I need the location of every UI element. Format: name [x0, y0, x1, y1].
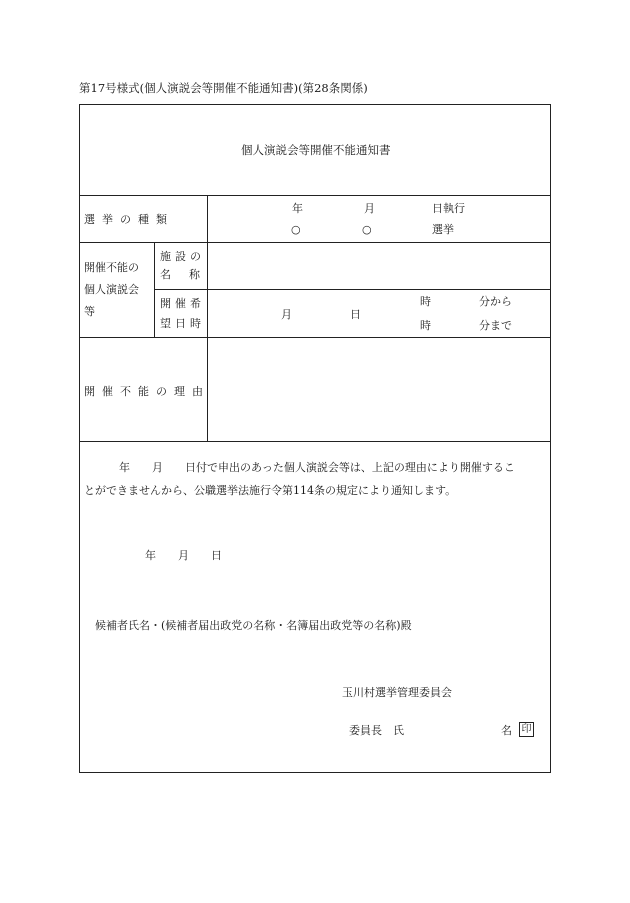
form-table — [79, 104, 551, 773]
meeting-until: 分まで — [479, 319, 512, 332]
meeting-day: 日 — [350, 308, 361, 321]
election-circle-1: ○ — [291, 223, 301, 236]
election-month: 月 — [364, 202, 375, 215]
seal-stamp: 印 — [519, 722, 534, 737]
election-suffix: 選挙 — [432, 223, 454, 236]
date-label-line2: 望日時 — [160, 317, 205, 330]
divider — [79, 195, 551, 196]
divider — [154, 289, 551, 290]
facility-label-line2: 名称 — [160, 268, 218, 281]
chair-title: 委員長 氏 — [349, 724, 404, 737]
meeting-hour-from: 時 — [420, 295, 431, 308]
divider — [79, 337, 551, 338]
divider — [154, 242, 155, 337]
election-day-exec: 日執行 — [432, 202, 465, 215]
reason-label: 開催不能の理由 — [84, 385, 210, 398]
body-line-2: とができませんから、公職選挙法施行令第114条の規定により通知します。 — [84, 484, 457, 497]
election-circle-2: ○ — [362, 223, 372, 236]
meeting-hour-until: 時 — [420, 319, 431, 332]
divider — [79, 441, 551, 442]
meeting-label-line1: 開催不能の — [84, 261, 139, 274]
issue-date: 年 月 日 — [145, 549, 222, 562]
committee-name: 玉川村選挙管理委員会 — [342, 686, 452, 699]
divider — [79, 242, 551, 243]
document-title: 個人演説会等開催不能通知書 — [241, 143, 391, 157]
election-year: 年 — [292, 202, 303, 215]
facility-label-line1: 施設の — [160, 250, 205, 263]
divider — [207, 195, 208, 441]
meeting-month: 月 — [281, 308, 292, 321]
election-type-label: 選挙の種類 — [84, 213, 174, 226]
name-char: 名 — [501, 724, 512, 737]
addressee: 候補者氏名・(候補者届出政党の名称・名簿届出政党等の名称)殿 — [95, 619, 412, 632]
date-label-line1: 開催希 — [160, 297, 205, 310]
form-header: 第17号様式(個人演説会等開催不能通知書)(第28条関係) — [79, 81, 368, 95]
body-line-1: 年 月 日付で申出のあった個人演説会等は、上記の理由により開催するこ — [119, 461, 515, 474]
meeting-label-line2: 個人演説会 — [84, 283, 139, 296]
meeting-from: 分から — [479, 295, 512, 308]
meeting-label-line3: 等 — [84, 305, 95, 318]
